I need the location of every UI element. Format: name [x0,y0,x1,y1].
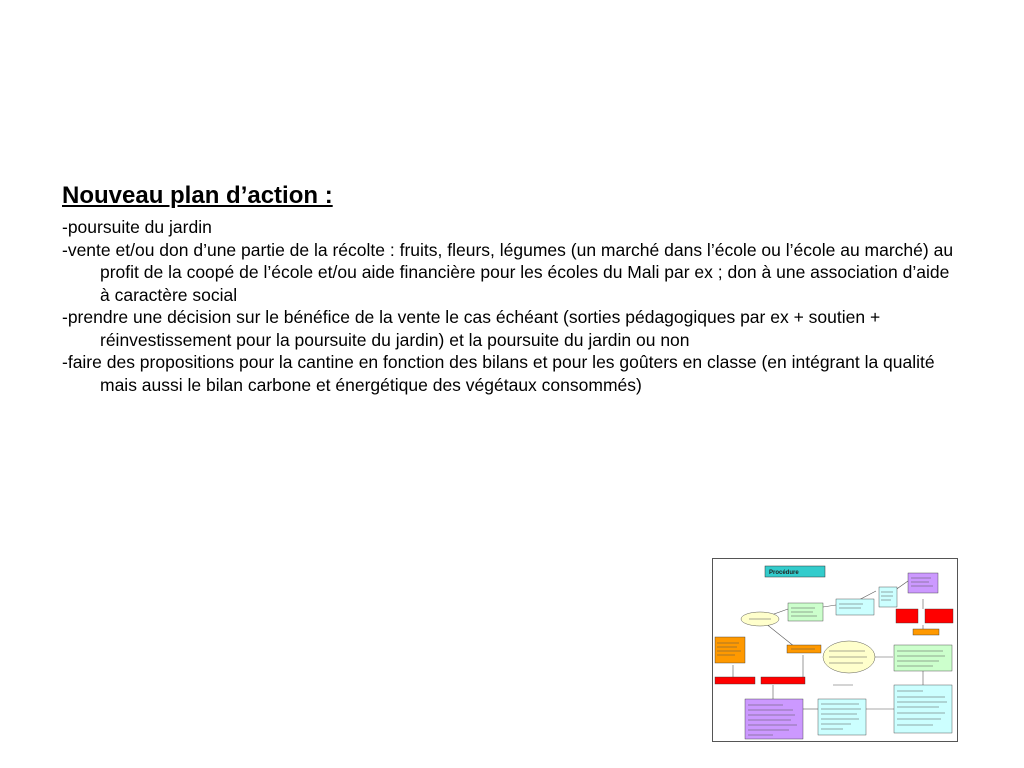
diagram-box [894,685,952,733]
list-item: -prendre une décision sur le bénéfice de la vente le cas échéant (sorties pédagogiques par ex + soutien + réinvestissement pour la poursuite du jardin) et la poursuite du jardin ou non [62,307,881,350]
diagram-box [913,629,939,635]
procedure-diagram [713,559,957,741]
diagram-box [879,587,897,607]
diagram-box [715,677,755,684]
slide-content [62,180,962,396]
list-item: -vente et/ou don d’une partie de la récolte : fruits, fleurs, légumes (un marché dans l’école ou l’école au marché) au profit de la coopé de l’école et/ou aide financière pour les écoles du Mali par ex ; don à une association d’aide à caractère social [62,239,954,305]
diagram-box [894,645,952,671]
diagram-box [818,699,866,735]
diagram-box [761,677,805,684]
diagram-box [908,573,938,593]
action-list [62,216,962,396]
list-item: -poursuite du jardin [62,217,212,237]
diagram-box [896,609,918,623]
slide-title: Nouveau plan d’action : [62,182,333,209]
diagram-box [925,609,953,623]
procedure-header-label: Procédure [769,570,799,576]
list-item: -faire des propositions pour la cantine en fonction des bilans et pour les goûters en classe (en intégrant la qualité mais aussi le bilan carbone et énergétique des végétaux consommés) [62,352,935,395]
procedure-diagram-thumbnail [712,558,958,742]
diagram-box [715,637,745,663]
diagram-box [836,599,874,615]
